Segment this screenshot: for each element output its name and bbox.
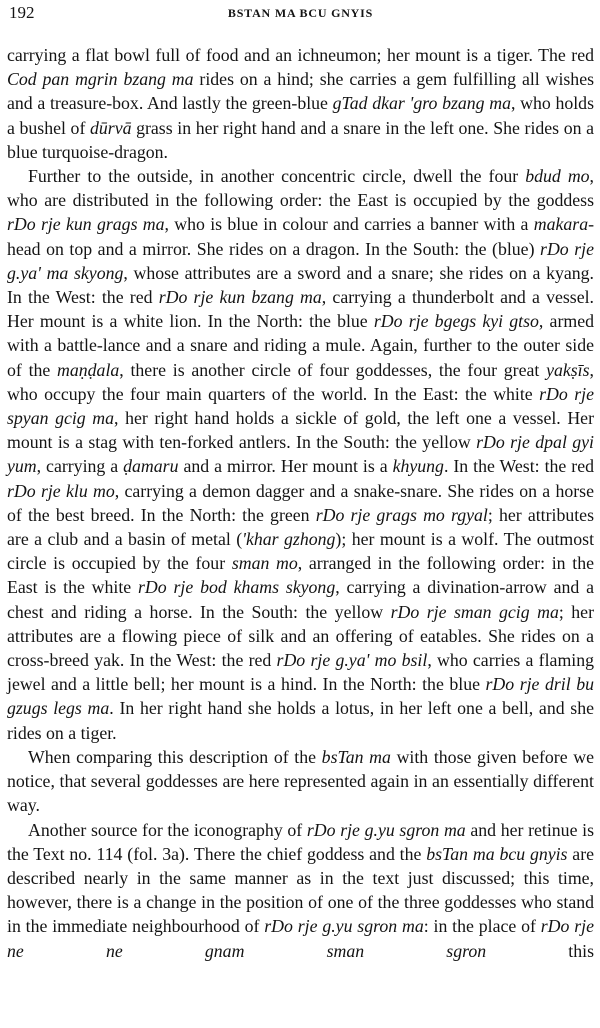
paragraph [7, 745, 594, 818]
text-run: ; her attributes are a club and a basin of metal ( [7, 504, 594, 550]
text-run: When comparing this description of the [28, 746, 322, 767]
italic-term: rDo rje g.yu sgron ma [306, 819, 466, 840]
text-run: , who is blue in colour and carries a banner with a [164, 214, 534, 235]
text-run: , carrying a [36, 456, 124, 477]
italic-term: rDo rje bod khams skyong [138, 577, 336, 598]
italic-term: gTad dkar 'gro bzang ma [332, 93, 511, 114]
italic-term: rDo rje ne ne gnam sman sgron [7, 916, 594, 961]
italic-term: sman mo [231, 553, 298, 574]
italic-term: bdud mo [525, 166, 590, 187]
body-text [7, 43, 594, 963]
italic-term: rDo rje g.ya' mo bsil [276, 650, 428, 671]
text-run: , carrying a thunderbolt and a vessel. Her mount is a white lion. In the North: the blue [7, 287, 594, 332]
italic-term: rDo rje dpal gyi yum [7, 432, 594, 477]
text-run: carrying a flat bowl full of food and an ichneumon; her mount is a tiger. The red [7, 45, 594, 65]
italic-term: rDo rje spyan gcig ma [7, 383, 594, 429]
text-run: Further to the outside, in another concentric circle, dwell the four [28, 166, 526, 187]
text-run: , armed with a battle-lance and a snare and riding a mule. Again, further to the outer side of the [7, 311, 594, 380]
italic-term: makara [533, 214, 589, 235]
italic-term: rDo rje dril bu gzugs legs ma [7, 674, 594, 719]
text-run: are described nearly in the same manner as in the text just discussed; this time, however, there is a change in the position of one of the three goddesses who stand in the immediate neighbourhood of [7, 843, 595, 937]
text-run: -head on top and a mirror. She rides on a dragon. In the South: the (blue) [7, 214, 595, 259]
text-run: ; her attributes are a flowing piece of silk and an offering of eatables. She rides on a cross-breed yak. In the West: the red [7, 601, 594, 671]
text-run: this [486, 940, 594, 961]
text-run: . In her right hand she holds a lotus, in her left one a bell, and she rides on a tiger. [7, 698, 595, 743]
text-run: , who occupy the four main quarters of the world. In the East: the white [7, 359, 594, 404]
italic-term: rDo rje sman gcig ma [390, 601, 559, 622]
italic-term: rDo rje g.yu sgron ma [264, 916, 424, 937]
text-run: , who are distributed in the following order: the East is occupied by the goddess [7, 166, 594, 211]
italic-term: yakṣīs [546, 359, 590, 380]
text-run: , there is another circle of four goddesses, the four great [119, 359, 547, 380]
italic-term: ḍamaru [123, 456, 179, 477]
italic-term: bsTan ma [321, 746, 391, 767]
text-run: . In the West: the red [443, 456, 594, 477]
paragraph [7, 164, 594, 745]
running-head [7, 3, 594, 29]
text-run: , her right hand holds a sickle of gold, the left one a vessel. Her mount is a stag with ten-forked antlers. In the South: the yellow [7, 408, 594, 453]
italic-term: 'khar gzhong [242, 529, 336, 550]
italic-term: rDo rje bgegs kyi gtso [373, 311, 539, 332]
text-run: , whose attributes are a sword and a snare; she rides on a kyang. In the West: the red [7, 262, 595, 308]
text-run: and her retinue is the Text no. 114 (fol. 3a). There the chief goddess and the [7, 819, 594, 864]
italic-term: bsTan ma bcu gnyis [426, 843, 568, 864]
running-title: BSTAN MA BCU GNYIS [227, 6, 374, 20]
text-run: with those given before we notice, that several goddesses are here represented again in an essentially different way. [7, 746, 594, 816]
paragraph [7, 43, 594, 164]
italic-term: rDo rje kun grags ma [7, 214, 165, 235]
italic-term: dūrvā [90, 117, 132, 138]
italic-term: maṇḍala [57, 359, 120, 380]
text-run: , carrying a divination-arrow and a chest and riding a horse. In the South: the yellow [7, 577, 594, 622]
text-run: grass in her right hand and a snare in the left one. She rides on a blue turquoise-dragon. [7, 117, 594, 162]
text-run: ); her mount is a wolf. The outmost circle is occupied by the four [7, 529, 595, 574]
text-run: , carrying a demon dagger and a snake-snare. She rides on a horse of the best breed. In the North: the green [7, 480, 594, 525]
italic-term: rDo rje g.ya' ma skyong [7, 238, 594, 283]
italic-term: rDo rje klu mo [7, 480, 115, 501]
italic-term: rDo rje grags mo rgyal [315, 504, 488, 525]
text-run: and a mirror. Her mount is a [178, 456, 393, 477]
text-run: , arranged in the following order: in the East is the white [7, 553, 594, 598]
italic-term: khyung [392, 456, 444, 477]
page-number: 192 [9, 3, 35, 22]
text-run: rides on a hind; she carries a gem fulfilling all wishes and a treasure-box. And lastly the green-blue [7, 69, 595, 114]
text-run: , who carries a flaming jewel and a little bell; her mount is a hind. In the North: the blue [7, 650, 594, 695]
text-run: , who holds a bushel of [7, 93, 594, 138]
text-run: : in the place of [423, 916, 541, 937]
text-run: Another source for the iconography of [28, 819, 307, 840]
italic-term: rDo rje kun bzang ma [158, 287, 322, 308]
paragraph [7, 818, 594, 963]
italic-term: Cod pan mgrin bzang ma [7, 69, 194, 90]
